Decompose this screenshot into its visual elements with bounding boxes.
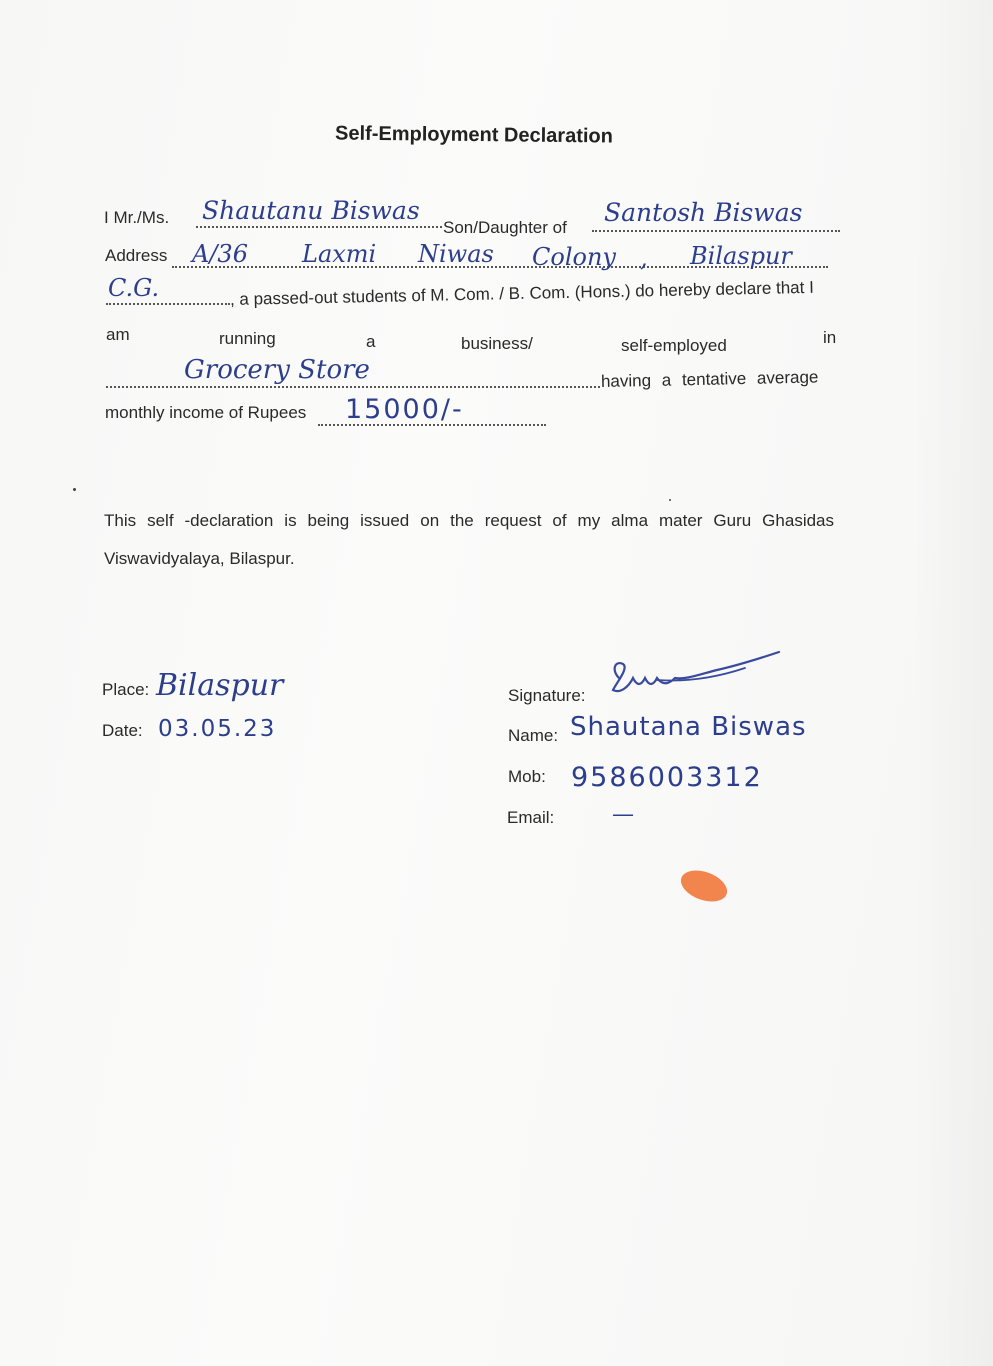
- paper-speck: [73, 488, 76, 491]
- having-text: having a tentative average: [600, 367, 819, 391]
- email-value-handwritten: —: [612, 802, 634, 827]
- state-handwritten: C.G.: [108, 274, 160, 302]
- mob-value-handwritten: 9586003312: [571, 762, 763, 793]
- date-handwritten: 03.05.23: [158, 716, 277, 742]
- line4-word-am: am: [106, 325, 130, 344]
- prefix-label: I Mr./Ms.: [104, 208, 170, 227]
- passed-out-text: , a passed-out students of M. Com. / B. Com. (Hons.) do hereby declare that I: [229, 277, 814, 309]
- name-value-handwritten: Shautana Biswas: [570, 712, 807, 742]
- place-handwritten: Bilaspur: [156, 668, 284, 703]
- line4-word-business: business/: [461, 334, 533, 353]
- place-label: Place:: [102, 680, 150, 699]
- address-part-city: Bilaspur: [690, 242, 792, 270]
- address-part-2: Niwas: [418, 240, 494, 268]
- name-dotted-line: [196, 226, 442, 228]
- signature-label: Signature:: [508, 686, 586, 705]
- sheet-shadow-edge: [913, 0, 993, 1366]
- income-label: monthly income of Rupees: [105, 403, 307, 422]
- line4-word-self-employed: self-employed: [621, 336, 727, 355]
- son-daughter-label: Son/Daughter of: [443, 218, 567, 237]
- business-handwritten: Grocery Store: [184, 355, 370, 385]
- address-part-house: A/36: [192, 240, 248, 268]
- name-handwritten: Shautanu Biswas: [202, 196, 420, 225]
- address-label: Address: [105, 246, 168, 265]
- document-title: Self-Employment Declaration: [334, 122, 614, 148]
- father-dotted-line: [592, 230, 840, 232]
- line4-word-in: in: [823, 328, 837, 347]
- line4-word-running: running: [219, 329, 276, 348]
- date-label: Date:: [102, 721, 143, 740]
- state-dotted-line: [106, 303, 230, 305]
- line4-word-a: a: [366, 332, 376, 351]
- name-label: Name:: [508, 726, 559, 745]
- address-part-3: Colony: [532, 243, 616, 271]
- mob-label: Mob:: [508, 767, 546, 786]
- issuance-paragraph: This self -declaration is being issued on the request of my alma mater Guru Ghasidas Viswavidyalaya, Bilaspur.: [104, 511, 834, 568]
- income-handwritten: 15000/-: [345, 394, 464, 425]
- signature-scribble: [605, 646, 790, 708]
- address-part-comma: ,: [640, 244, 648, 272]
- father-handwritten: Santosh Biswas: [604, 198, 803, 227]
- orange-ink-smudge: [677, 865, 732, 908]
- address-part-1: Laxmi: [302, 240, 377, 268]
- email-label: Email:: [507, 808, 555, 827]
- paper-speck: [669, 499, 671, 501]
- business-dotted-line: [106, 386, 600, 388]
